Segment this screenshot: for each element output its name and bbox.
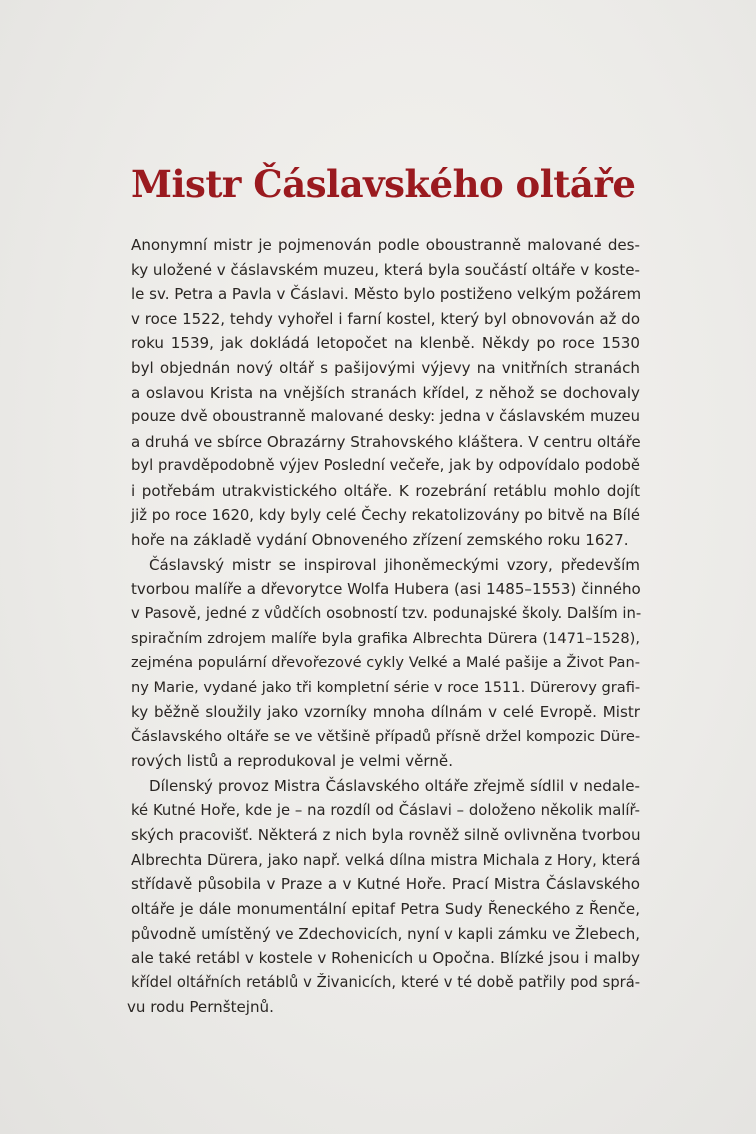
text-line: ny Marie, vydané jako tři kompletní série v roce 1511. Dürerovy grafi-: [131, 678, 641, 696]
text-line: v Pasově, jedné z vůdčích osobností tzv. podunajské školy. Dalším in-: [131, 604, 642, 622]
text-line: Dílenský provoz Mistra Čáslavského oltáře zřejmě sídlil v nedale-: [149, 777, 640, 796]
text-line: Albrechta Dürera, jako např. velká dílna mistra Michala z Hory, která: [131, 850, 641, 869]
text-line: le sv. Petra a Pavla v Čáslavi. Město bylo postiženo velkým požárem: [131, 285, 642, 304]
text-line: byl objednán nový oltář s pašijovými výjevy na vnitřních stranách: [131, 358, 640, 377]
paragraph-2: [131, 553, 640, 774]
text-line: ky běžně sloužily jako vzorníky mnoha dílnám v celé Evropě. Mistr: [131, 703, 640, 722]
text-line: Anonymní mistr je pojmenován podle oboustranně malované des-: [131, 236, 640, 254]
text-line: v roce 1522, tehdy vyhořel i farní kostel, který byl obnovován až do: [131, 309, 640, 328]
text-line: střídavě působila v Praze a v Kutné Hoře. Prací Mistra Čáslavského: [131, 875, 640, 894]
text-line: Čáslavský mistr se inspiroval jihoněmeckými vzory, především: [149, 555, 640, 574]
text-line: vu rodu Pernštejnů.: [127, 998, 274, 1017]
text-line: Čáslavského oltáře se ve většině případů přísně držel kompozic Düre-: [131, 727, 641, 745]
text-line: i potřebám utrakvistického oltáře. K rozebrání retáblu mohlo dojít: [131, 481, 640, 500]
body-text: [127, 233, 642, 1020]
text-line: ale také retábl v kostele v Rohenicích u Opočna. Blízké jsou i malby: [131, 949, 640, 968]
text-line: původně umístěný ve Zdechovicích, nyní v kapli zámku ve Žlebech,: [131, 924, 640, 943]
text-line: tvorbou malíře a dřevorytce Wolfa Hubera (asi 1485–1553) činného: [131, 580, 641, 599]
text-line: pouze dvě oboustranně malované desky: jedna v čáslavském muzeu: [131, 408, 640, 426]
text-line: hoře na základě vydání Obnoveného zřízení zemského roku 1627.: [131, 531, 629, 550]
paragraph-1: [131, 233, 640, 553]
text-line: spiračním zdrojem malíře byla grafika Albrechta Dürera (1471–1528),: [131, 629, 640, 647]
text-line: a oslavou Krista na vnějších stranách křídel, z něhož se dochovaly: [131, 383, 640, 402]
text-line: byl pravděpodobně výjev Poslední večeře, jak by odpovídalo podobě: [131, 457, 640, 475]
text-line: a druhá ve sbírce Obrazárny Strahovského kláštera. V centru oltáře: [131, 432, 641, 451]
text-line: již po roce 1620, kdy byly celé Čechy rekatolizovány po bitvě na Bílé: [131, 506, 640, 524]
page-title: Mistr Čáslavského oltáře: [131, 162, 636, 206]
text-line: ké Kutné Hoře, kde je – na rozdíl od Čáslavi – doloženo několik malíř-: [131, 801, 640, 819]
paragraph-3: [127, 774, 641, 1020]
text-line: oltáře je dále monumentální epitaf Petra Sudy Řeneckého z Řenče,: [131, 900, 640, 919]
text-line: roku 1539, jak dokládá letopočet na klenbě. Někdy po roce 1530: [131, 334, 640, 353]
text-line: ky uložené v čáslavském muzeu, která byla součástí oltáře v koste-: [131, 260, 640, 279]
text-line: rových listů a reprodukoval je velmi věrně.: [131, 752, 454, 771]
text-line: křídel oltářních retáblů v Živanicích, které v té době patřily pod sprá-: [131, 973, 640, 991]
text-line: ských pracovišť. Některá z nich byla rovněž silně ovlivněna tvorbou: [131, 826, 641, 845]
text-line: zejména populární dřevořezové cykly Velké a Malé pašije a Život Pan-: [131, 654, 640, 672]
